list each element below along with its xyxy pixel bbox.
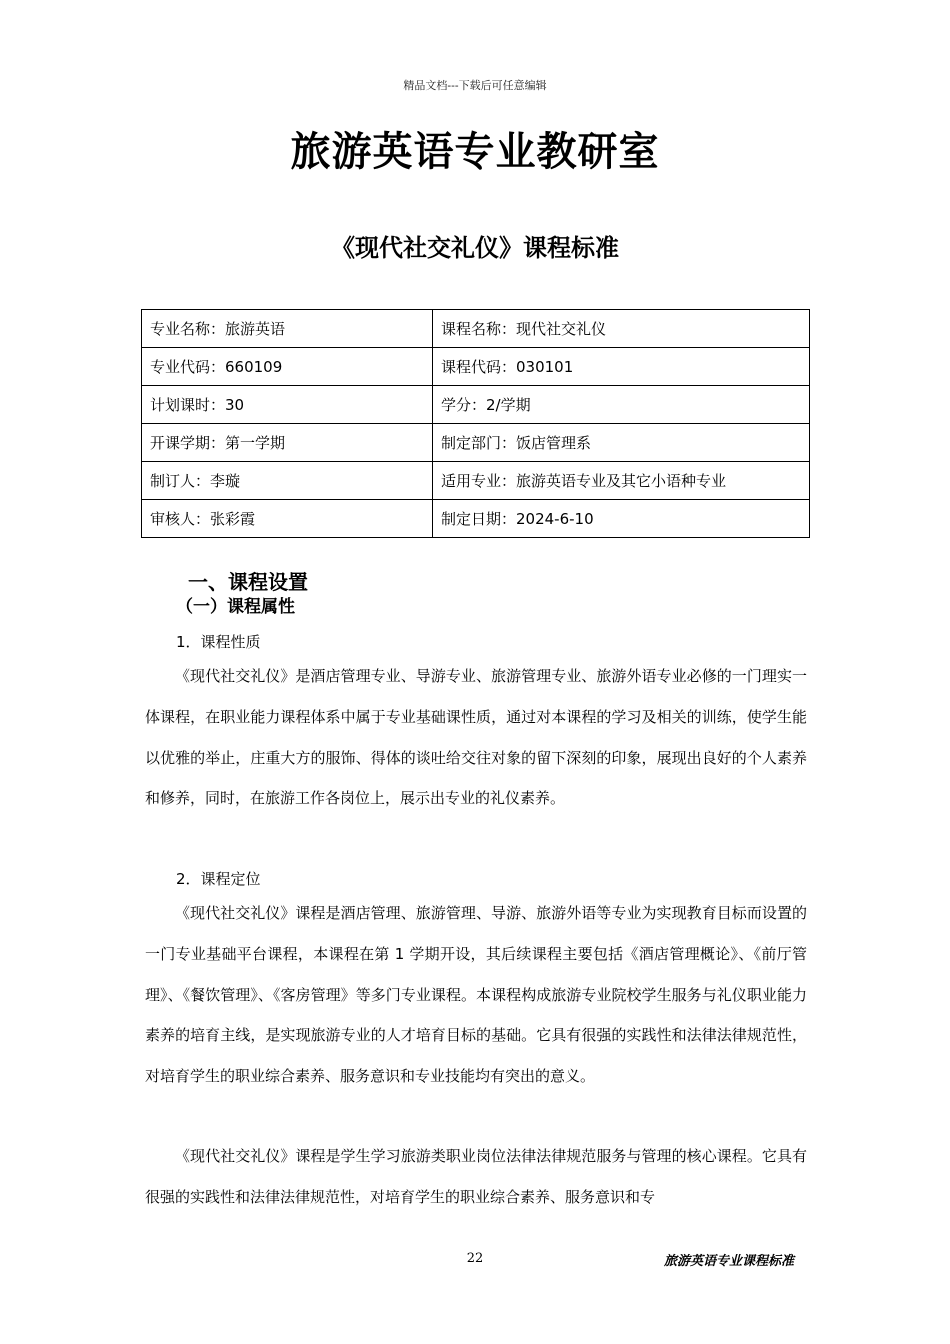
item-label-course-nature: 1．课程性质 <box>176 633 261 651</box>
table-cell: 适用专业：旅游英语专业及其它小语种专业 <box>433 462 810 500</box>
table-row <box>142 500 810 538</box>
subsection-heading: （一）课程属性 <box>176 597 295 617</box>
table-cell: 审核人：张彩霞 <box>142 500 433 538</box>
table-cell: 专业代码：660109 <box>142 348 433 386</box>
paragraph-course-nature: 《现代社交礼仪》是酒店管理专业、导游专业、旅游管理专业、旅游外语专业必修的一门理实一体课程，在职业能力课程体系中属于专业基础课性质，通过对本课程的学习及相关的训练，使学生能以优雅的举止，庄重大方的服饰、得体的谈吐给交往对象的留下深刻的印象，展现出良好的个人素养和修养，同时，在旅游工作各岗位上，展示出专业的礼仪素养。 <box>145 667 807 808</box>
table-row <box>142 310 810 348</box>
header-note: 精品文档---下载后可任意编辑 <box>403 79 547 92</box>
course-title: 《现代社交礼仪》课程标准 <box>331 234 619 262</box>
table-cell: 制定部门：饭店管理系 <box>433 424 810 462</box>
table-cell: 制定日期：2024-6-10 <box>433 500 810 538</box>
page-title: 旅游英语专业教研室 <box>290 129 660 175</box>
section-heading: 一、课程设置 <box>188 570 308 594</box>
table-cell: 开课学期：第一学期 <box>142 424 433 462</box>
paragraph-core-course: 《现代社交礼仪》课程是学生学习旅游类职业岗位法律法律规范服务与管理的核心课程。它具有很强的实践性和法律法律规范性，对培育学生的职业综合素养、服务意识和专 <box>145 1147 807 1206</box>
table-cell: 计划课时：30 <box>142 386 433 424</box>
table-cell: 学分：2/学期 <box>433 386 810 424</box>
table-row <box>142 424 810 462</box>
paragraph-course-position: 《现代社交礼仪》课程是酒店管理、旅游管理、导游、旅游外语等专业为实现教育目标而设置的一门专业基础平台课程，本课程在第 1 学期开设，其后续课程主要包括《酒店管理概论》、《前厅管理》、《餐饮管理》、《客房管理》等多门专业课程。本课程构成旅游专业院校学生服务与礼仪职业能力素养的培育主线，是实现旅游专业的人才培育目标的基础。它具有很强的实践性和法律法律规范性，对培育学生的职业综合素养、服务意识和专业技能均有突出的意义。 <box>145 904 807 1086</box>
table-row <box>142 386 810 424</box>
table-cell: 制订人：李璇 <box>142 462 433 500</box>
table-cell: 专业名称：旅游英语 <box>142 310 433 348</box>
item-label-course-position: 2．课程定位 <box>176 870 261 888</box>
page-number: 22 <box>466 1251 484 1266</box>
footer-title: 旅游英语专业课程标准 <box>664 1254 795 1269</box>
table-cell: 课程代码：030101 <box>433 348 810 386</box>
course-info-table <box>141 309 810 538</box>
table-row <box>142 348 810 386</box>
table-cell: 课程名称：现代社交礼仪 <box>433 310 810 348</box>
table-row <box>142 462 810 500</box>
